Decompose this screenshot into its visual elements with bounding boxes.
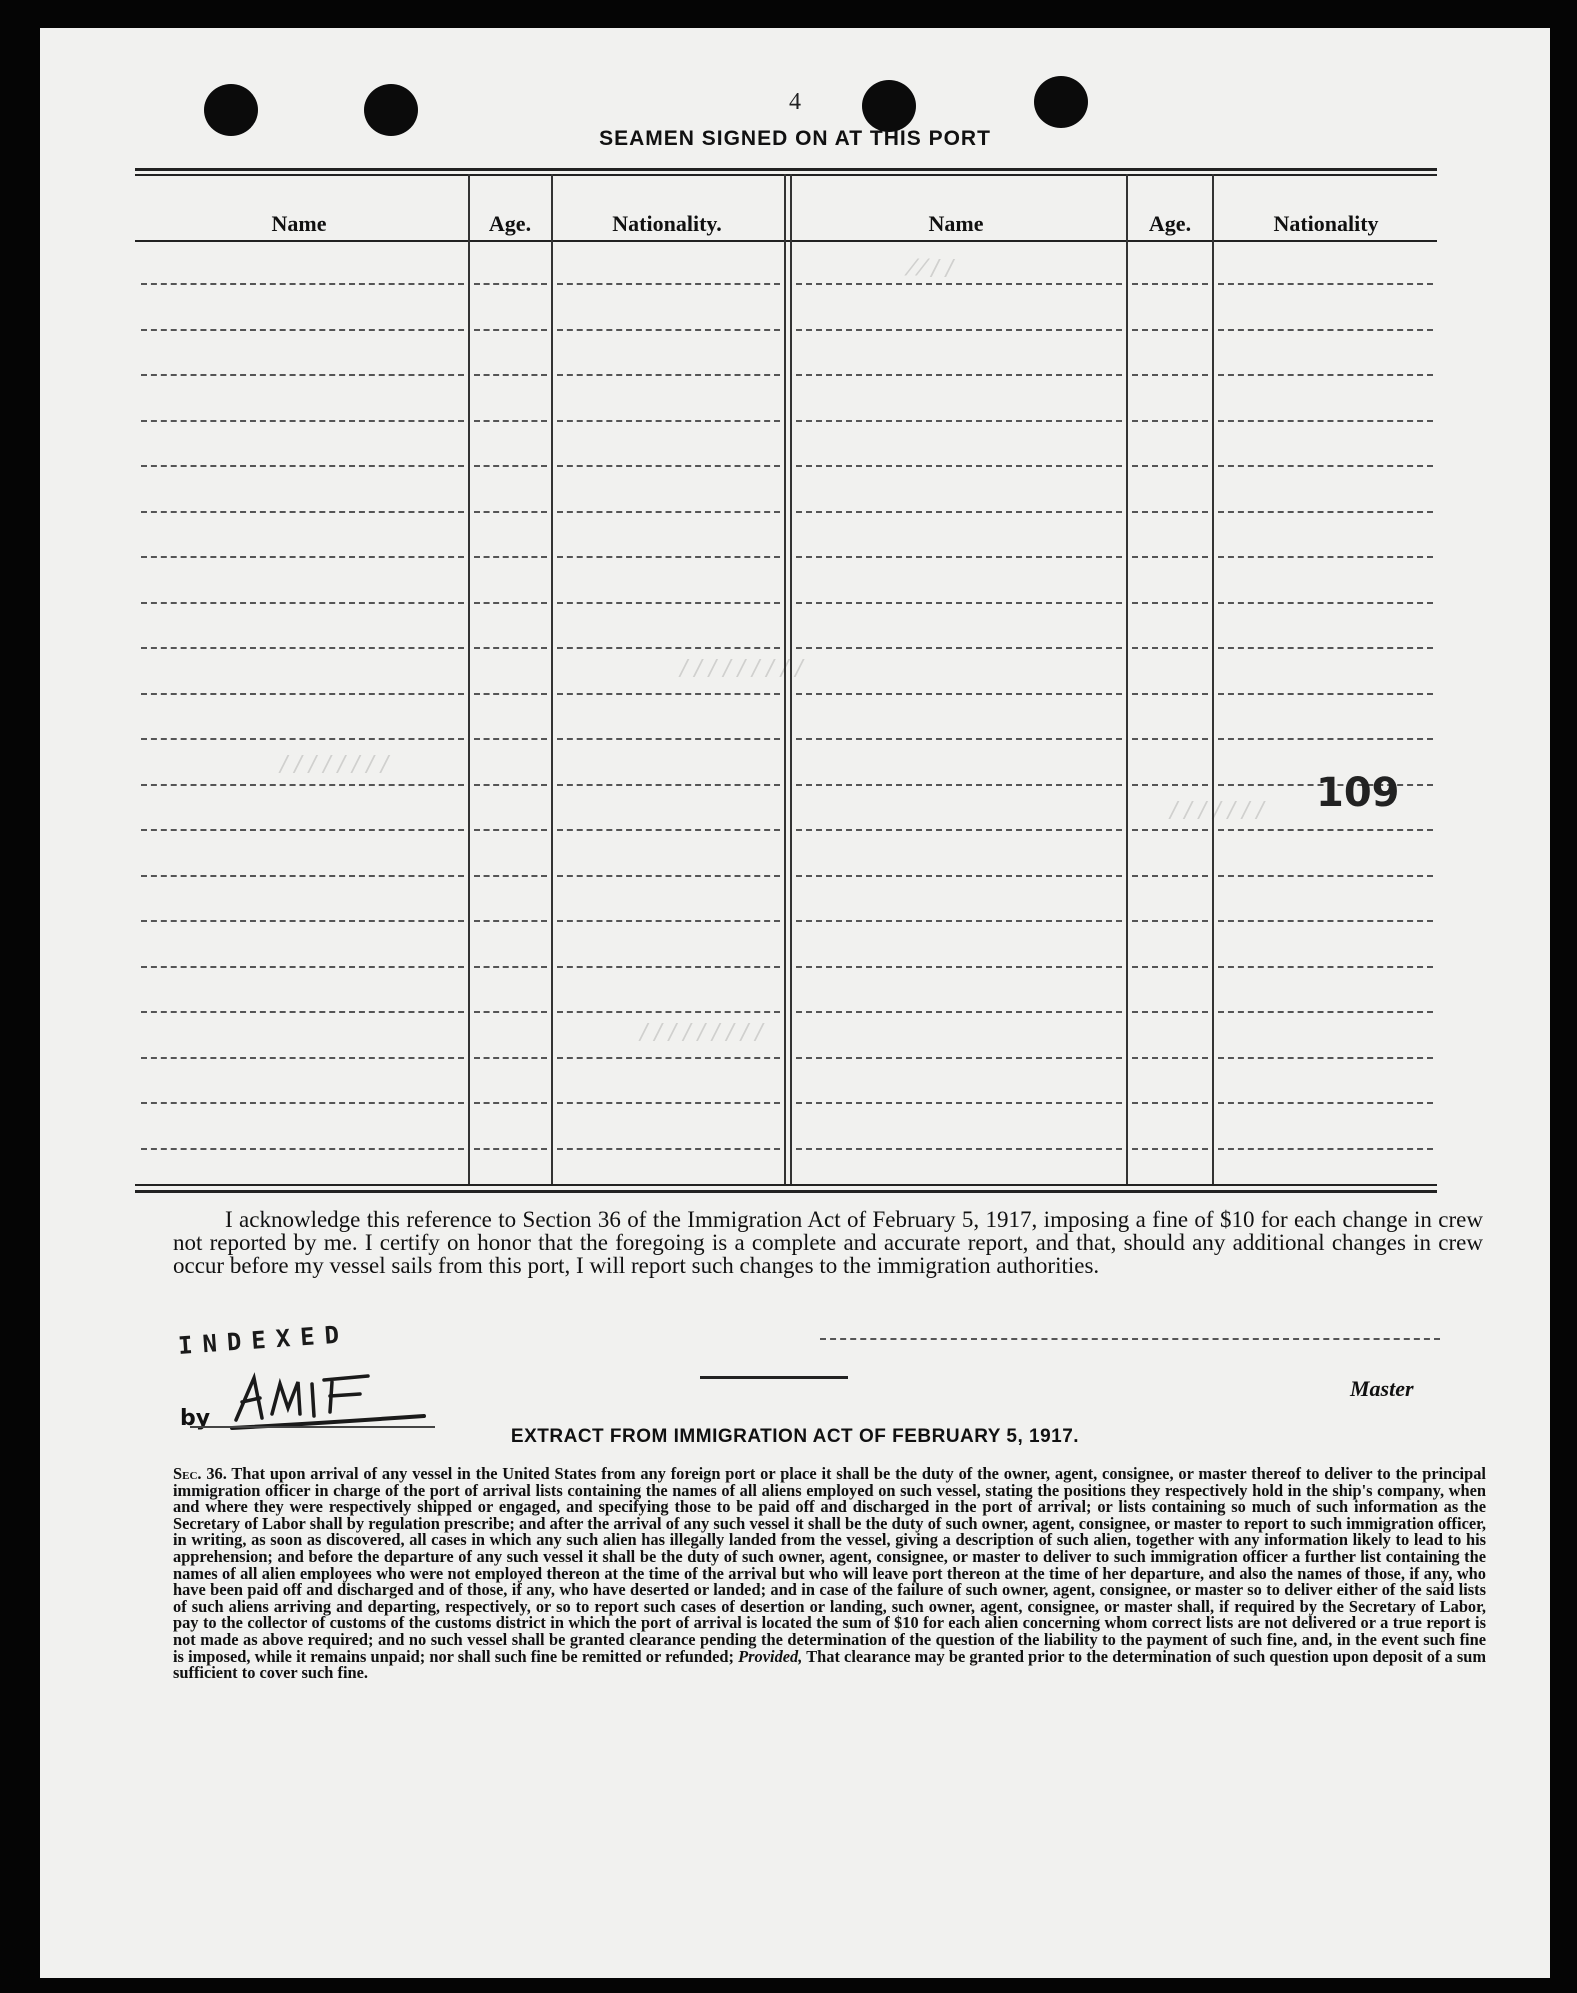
table-row-line — [141, 1102, 464, 1104]
table-row-line — [796, 374, 1122, 376]
table-row-line — [474, 966, 547, 968]
table-row-line — [796, 283, 1122, 285]
table-row-line — [796, 465, 1122, 467]
table-row-line — [141, 829, 464, 831]
table-row-line — [474, 511, 547, 513]
section-separator — [700, 1376, 848, 1379]
table-row-line — [141, 738, 464, 740]
table-row-line — [796, 920, 1122, 922]
table-row-line — [557, 556, 780, 558]
table-top-rule — [135, 168, 1437, 171]
table-row-line — [796, 1102, 1122, 1104]
table-row-line — [141, 693, 464, 695]
column-header-age-right: Age. — [1148, 211, 1192, 236]
table-row-line — [1132, 374, 1208, 376]
table-row-line — [796, 738, 1122, 740]
master-label: Master — [1350, 1376, 1414, 1401]
table-row-line — [557, 602, 780, 604]
section-provided: Provided, — [738, 1646, 803, 1666]
table-row-line — [474, 647, 547, 649]
table-row-line — [796, 420, 1122, 422]
section-body-part-2: That clearance may be granted prior to the determination of such question upon deposit of a sum sufficient to cover such fine. — [173, 1646, 1486, 1683]
bleed-through-mark: ∕ ∕ ∕ ∕ ∕ ∕ ∕ ∕ — [280, 752, 389, 777]
table-row-line — [1218, 1148, 1433, 1150]
table-row-line — [1132, 875, 1208, 877]
table-row-line — [141, 920, 464, 922]
table-row-line — [1132, 283, 1208, 285]
table-row-line — [474, 556, 547, 558]
table-row-line — [796, 602, 1122, 604]
table-row-line — [1218, 283, 1433, 285]
table-row-line — [557, 738, 780, 740]
table-row-line — [557, 693, 780, 695]
column-divider — [551, 174, 553, 1184]
table-row-line — [1132, 784, 1208, 786]
bleed-through-mark: ∕ ∕ ∕ ∕ ∕ ∕ ∕ — [1170, 798, 1264, 823]
column-divider — [1212, 174, 1214, 1184]
indexed-stamp: INDEXED — [177, 1320, 350, 1360]
table-row-line — [1218, 738, 1433, 740]
table-row-line — [474, 283, 547, 285]
table-row-line — [1218, 511, 1433, 513]
table-row-line — [1132, 1148, 1208, 1150]
bleed-through-mark: ∕ ∕ ∕ ∕ ∕ ∕ ∕ ∕ ∕ — [680, 656, 803, 681]
table-row-line — [1132, 556, 1208, 558]
column-header-name-right: Name — [928, 211, 984, 236]
table-row-line — [141, 1148, 464, 1150]
table-row-line — [1132, 1057, 1208, 1059]
table-row-line — [1218, 647, 1433, 649]
table-row-line — [557, 283, 780, 285]
table-row-line — [141, 966, 464, 968]
table-row-line — [1218, 829, 1433, 831]
table-row-line — [474, 738, 547, 740]
table-row-line — [796, 966, 1122, 968]
table-row-line — [141, 602, 464, 604]
table-row-line — [141, 875, 464, 877]
table-row-line — [1218, 1057, 1433, 1059]
table-row-line — [1132, 420, 1208, 422]
stamped-number: 109 — [1316, 770, 1400, 816]
acknowledgement-paragraph: I acknowledge this reference to Section 36 of the Immigration Act of February 5, 1917, imposing a fine of $10 for each change in crew not reported by me. I certify on honor that the foregoing is a complete and accurate report, and that, should any additional changes in crew occur before my vessel sails from this port, I will report such changes to the immigration authorities. — [173, 1207, 1483, 1278]
table-row-line — [557, 920, 780, 922]
table-row-line — [796, 329, 1122, 331]
table-row-line — [1132, 602, 1208, 604]
table-row-line — [474, 1011, 547, 1013]
table-row-line — [796, 693, 1122, 695]
page-number: 4 — [789, 89, 801, 115]
table-row-line — [474, 920, 547, 922]
table-row-line — [557, 829, 780, 831]
table-row-line — [141, 283, 464, 285]
table-row-line — [557, 1057, 780, 1059]
extract-title: EXTRACT FROM IMMIGRATION ACT OF FEBRUARY 5, 1917. — [510, 1426, 1080, 1447]
table-row-line — [1218, 1102, 1433, 1104]
master-signature-line — [820, 1338, 1440, 1340]
table-row-line — [796, 1057, 1122, 1059]
table-row-line — [557, 374, 780, 376]
table-row-line — [557, 1011, 780, 1013]
table-row-line — [474, 465, 547, 467]
table-row-line — [1132, 329, 1208, 331]
table-row-line — [1132, 738, 1208, 740]
table-row-line — [557, 420, 780, 422]
table-row-line — [474, 374, 547, 376]
table-row-line — [474, 875, 547, 877]
page-title: SEAMEN SIGNED ON AT THIS PORT — [599, 127, 991, 150]
table-row-line — [1132, 647, 1208, 649]
table-row-line — [474, 784, 547, 786]
table-row-line — [1218, 374, 1433, 376]
table-row-line — [474, 1102, 547, 1104]
table-row-line — [141, 420, 464, 422]
table-row-line — [557, 1102, 780, 1104]
table-row-line — [796, 556, 1122, 558]
table-row-line — [474, 1057, 547, 1059]
table-row-line — [141, 1057, 464, 1059]
table-row-line — [474, 829, 547, 831]
table-row-line — [1218, 920, 1433, 922]
table-row-line — [474, 693, 547, 695]
table-row-line — [141, 784, 464, 786]
table-bottom-rule — [135, 1190, 1437, 1193]
table-row-line — [1132, 966, 1208, 968]
table-top-rule — [135, 174, 1437, 176]
column-header-age-left: Age. — [488, 211, 532, 236]
section-lead: Sec. 36. — [173, 1464, 227, 1483]
table-row-line — [1218, 465, 1433, 467]
header-underline — [135, 240, 1437, 242]
table-row-line — [557, 875, 780, 877]
table-row-line — [474, 420, 547, 422]
table-row-line — [1218, 602, 1433, 604]
table-row-line — [1132, 465, 1208, 467]
table-row-line — [796, 511, 1122, 513]
bleed-through-mark: ⁄ ⁄ ∕ ∕ — [910, 256, 954, 281]
section-body-part-1: That upon arrival of any vessel in the United States from any foreign port or place it shall be the duty of the owner, agent, consignee, or master thereof to deliver to the principal immigration officer in charge of the port of arrival lists containing the names of all aliens employed on such vessel, stating the positions they respectively hold in the ship's company, when and where they were respectively shipped or engaged, and specifying those to be paid off and discharged in the port of arrival; or lists containing so much of such information as the Secretary of Labor shall by regulation prescribe; and after the arrival of any such vessel it shall be the duty of such owner, agent, consignee, or master to report to such immigration officer, in writing, as soon as discovered, all cases in which any such alien has illegally landed from the vessel, giving a description of such alien, together with any information likely to lead to his apprehension; and before the departure of any such vessel it shall be the duty of such owner, agent, consignee, or master to deliver to such immigration officer a further list containing the names of all alien employees who were not employed thereon at the time of the arrival but who will leave port thereon at the time of her departure, and also the names of those, if any, who have been paid off and discharged and of those, if any, who have deserted or landed; and in case of the failure of such owner, agent, consignee, or master so to deliver either of the said lists of such aliens arriving and departing, respectively, or so to report such cases of desertion or landing, such owner, agent, consignee, or master shall, if required by the Secretary of Labor, pay to the collector of customs of the customs district in which the port of arrival is located the sum of $10 for each alien concerning whom correct lists are not delivered or a true report is not made as above required; and no such vessel shall be granted clearance pending the determination of the question of the liability to the payment of such fine, and, in the event such fine is imposed, while it remains unpaid; nor shall such fine be remitted or refunded; — [173, 1464, 1486, 1666]
table-row-line — [141, 465, 464, 467]
table-row-line — [1132, 829, 1208, 831]
table-row-line — [557, 647, 780, 649]
column-header-nationality-right: Nationality — [1273, 211, 1379, 236]
table-row-line — [1218, 1011, 1433, 1013]
table-row-line — [141, 1011, 464, 1013]
table-row-line — [474, 329, 547, 331]
column-header-name-left: Name — [271, 211, 327, 236]
table-row-line — [557, 511, 780, 513]
document-page — [40, 28, 1550, 1978]
table-row-line — [141, 511, 464, 513]
table-row-line — [557, 329, 780, 331]
column-divider — [468, 174, 470, 1184]
table-row-line — [1132, 920, 1208, 922]
table-row-line — [141, 329, 464, 331]
table-row-line — [474, 602, 547, 604]
table-row-line — [1132, 1102, 1208, 1104]
table-row-line — [1218, 420, 1433, 422]
table-row-line — [1132, 511, 1208, 513]
table-row-line — [1218, 875, 1433, 877]
table-row-line — [557, 966, 780, 968]
table-row-line — [474, 1148, 547, 1150]
table-row-line — [796, 647, 1122, 649]
table-row-line — [1132, 1011, 1208, 1013]
table-row-line — [1218, 329, 1433, 331]
column-header-nationality-left: Nationality. — [612, 211, 722, 236]
indexed-by-label: by — [180, 1406, 211, 1431]
table-row-line — [141, 374, 464, 376]
table-row-line — [796, 875, 1122, 877]
table-row-line — [557, 1148, 780, 1150]
table-row-line — [1218, 556, 1433, 558]
table-row-line — [796, 1011, 1122, 1013]
table-row-line — [557, 784, 780, 786]
table-row-line — [1132, 693, 1208, 695]
table-row-line — [1218, 966, 1433, 968]
bleed-through-mark: ∕ ∕ ∕ ∕ ∕ ∕ ∕ ∕ ∕ — [640, 1020, 763, 1045]
table-row-line — [1218, 693, 1433, 695]
table-row-line — [796, 829, 1122, 831]
table-row-line — [141, 556, 464, 558]
table-row-line — [557, 465, 780, 467]
table-row-line — [796, 784, 1122, 786]
table-row-line — [796, 1148, 1122, 1150]
section-36-text — [173, 1466, 1486, 1682]
column-divider — [1126, 174, 1128, 1184]
table-row-line — [141, 647, 464, 649]
table-bottom-rule — [135, 1184, 1437, 1186]
